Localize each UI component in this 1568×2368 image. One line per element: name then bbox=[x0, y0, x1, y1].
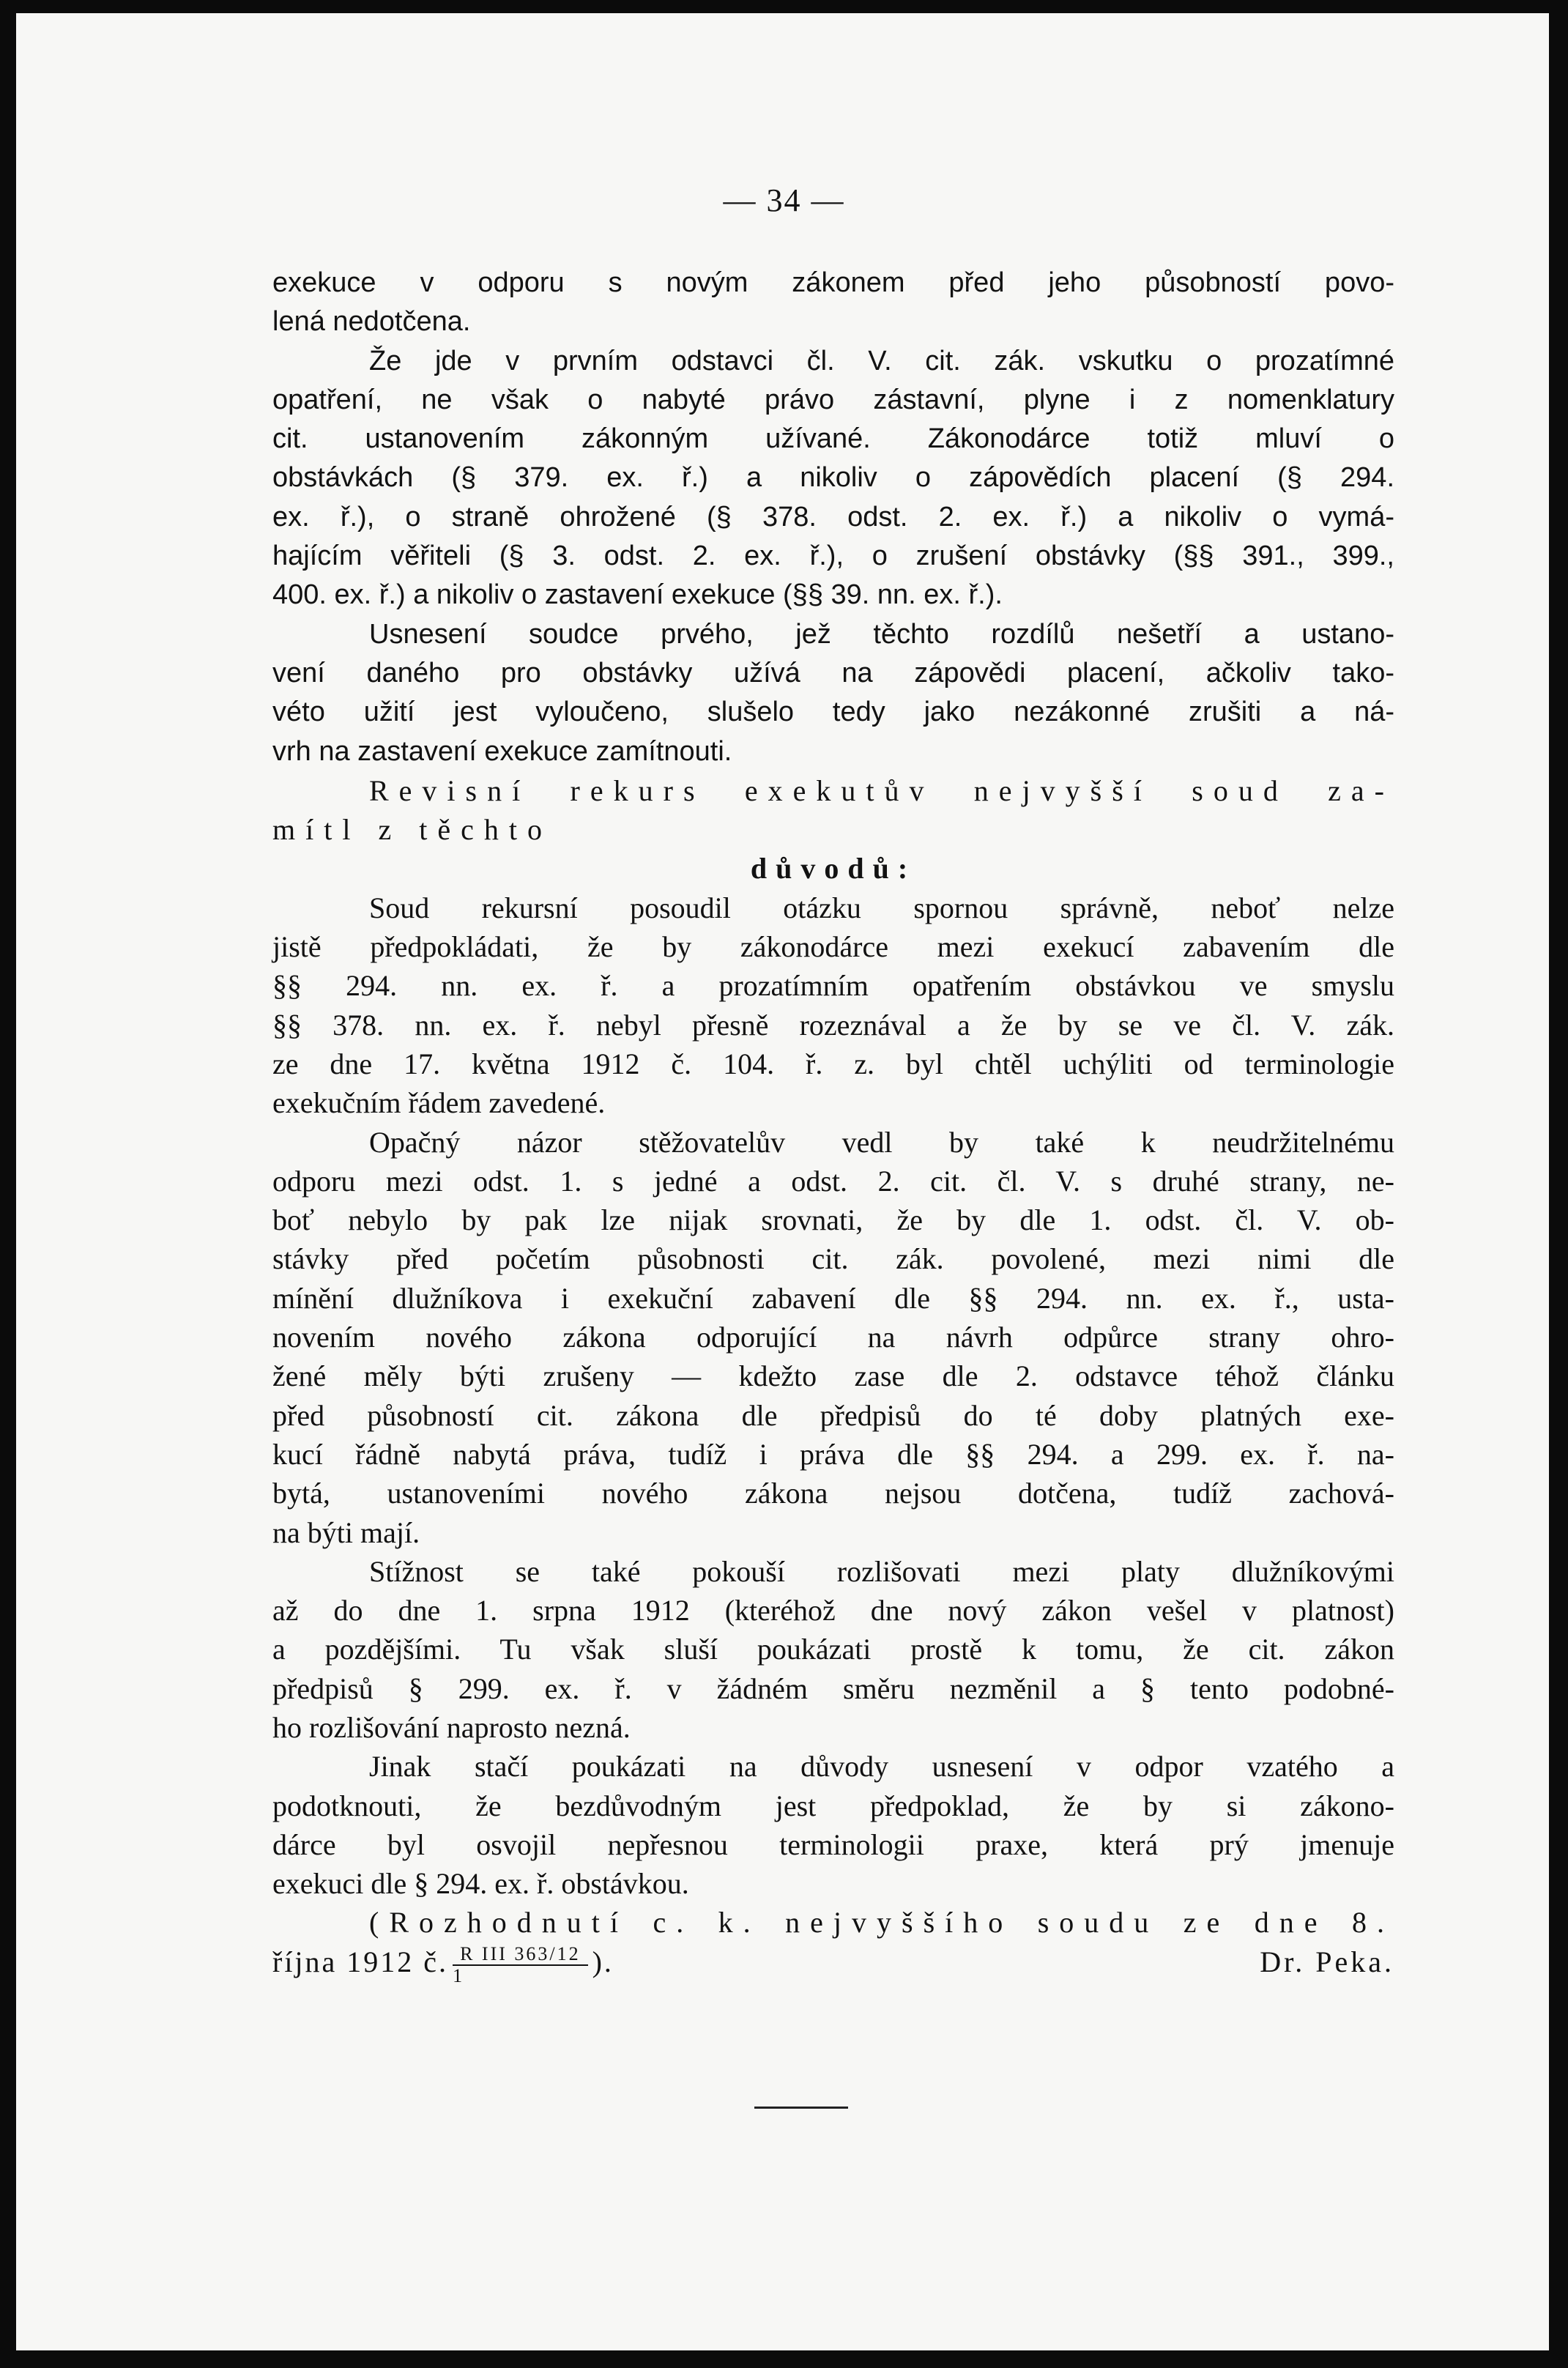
text-line: obstávkách (§ 379. ex. ř.) a nikoliv o zápovědích placení (§ 294. bbox=[272, 462, 1394, 494]
text-line: exekuci dle § 294. ex. ř. obstávkou. bbox=[272, 1867, 689, 1901]
text-line: novením nového zákona odporující na návrh odpůrce strany ohro- bbox=[272, 1321, 1394, 1354]
text-line: opatření, ne však o nabyté právo zástavní, plyne i z nomenklatury bbox=[272, 384, 1394, 415]
case-number-denominator: 1 bbox=[453, 1964, 465, 1986]
text-line: ex. ř.), o straně ohrožené (§ 378. odst. 2. ex. ř.) a nikoliv o vymá- bbox=[272, 501, 1394, 532]
text-line: kucí řádně nabytá práva, tudíž i práva dle §§ 294. a 299. ex. ř. na- bbox=[272, 1437, 1394, 1471]
text-line: dárce byl osvojil nepřesnou terminologii praxe, která prý jmenuje bbox=[272, 1827, 1394, 1861]
decision-reference-line bbox=[272, 1942, 1394, 1986]
text-line: bytá, ustanoveními nového zákona nejsou dotčena, tudíž zachová- bbox=[272, 1477, 1394, 1510]
decision-citation: (Rozhodnutí c. k. nejvyššího soudu ze dne 8. bbox=[369, 1906, 1394, 1940]
text-line: ze dne 17. května 1912 č. 104. ř. z. byl chtěl uchýliti od terminologie bbox=[272, 1047, 1394, 1080]
text-line: Jinak stačí poukázati na důvody usnesení v odpor vzatého a bbox=[369, 1750, 1394, 1784]
scan-border-top bbox=[0, 0, 1568, 13]
page-number: — 34 — bbox=[723, 182, 845, 218]
text-line: vení daného pro obstávky užívá na zápovědi placení, ačkoliv tako- bbox=[272, 657, 1394, 688]
text-line: Revisní rekurs exekutův nejvyšší soud za- bbox=[369, 773, 1394, 807]
text-line: odporu mezi odst. 1. s jedné a odst. 2. cit. čl. V. s druhé strany, ne- bbox=[272, 1164, 1394, 1198]
text-line: před působností cit. zákona dle předpisů do té doby platných exe- bbox=[272, 1398, 1394, 1432]
end-rule bbox=[754, 2107, 848, 2109]
signature: Dr. Peka. bbox=[1260, 1945, 1394, 1978]
text-line: a pozdějšími. Tu však sluší poukázati prostě k tomu, že cit. zákon bbox=[272, 1633, 1394, 1666]
text-line: žené měly býti zrušeny — kdežto zase dle 2. odstavce téhož článku bbox=[272, 1359, 1394, 1393]
scan-border-bottom bbox=[0, 2350, 1568, 2368]
text-line: Soud rekursní posoudil otázku spornou správně, neboť nelze bbox=[369, 891, 1394, 924]
text-line: §§ 294. nn. ex. ř. a prozatímním opatřením obstávkou ve smyslu bbox=[272, 969, 1394, 1003]
text-line: Stížnost se také pokouší rozlišovati mezi platy dlužníkovými bbox=[369, 1554, 1394, 1588]
case-number-numerator: R III 363/12 bbox=[453, 1944, 588, 1966]
body-text bbox=[272, 264, 1394, 1986]
scan-border-right bbox=[1549, 0, 1568, 2368]
text-line: boť nebylo by pak lze nijak srovnati, že by dle 1. odst. čl. V. ob- bbox=[272, 1203, 1394, 1237]
section-heading: důvodů: bbox=[750, 852, 917, 886]
text-line: véto užití jest vyloučeno, slušelo tedy jako nezákonné zrušiti a ná- bbox=[272, 697, 1394, 728]
scan-border-left bbox=[0, 0, 16, 2368]
text-line: podotknouti, že bezdůvodným jest předpoklad, že by si zákono- bbox=[272, 1789, 1394, 1822]
text-line: mítl z těchto bbox=[272, 813, 552, 847]
decision-date: října 1912 č. bbox=[272, 1945, 449, 1978]
text-line: cit. ustanovením zákonným užívané. Zákonodárce totiž mluví o bbox=[272, 423, 1394, 455]
case-number-fraction bbox=[453, 1944, 588, 1986]
text-line: na býti mají. bbox=[272, 1515, 420, 1549]
text-line: stávky před početím působnosti cit. zák. povolené, mezi nimi dle bbox=[272, 1242, 1394, 1276]
text-line: mínění dlužníkova i exekuční zabavení dle §§ 294. nn. ex. ř., usta- bbox=[272, 1281, 1394, 1315]
decision-close: ). bbox=[592, 1945, 614, 1978]
text-line: jistě předpokládati, že by zákonodárce mezi exekucí zabavením dle bbox=[272, 930, 1394, 964]
text-line: až do dne 1. srpna 1912 (kteréhož dne nový zákon vešel v platnost) bbox=[272, 1594, 1394, 1627]
text-line: hajícím věřiteli (§ 3. odst. 2. ex. ř.), o zrušení obstávky (§§ 391., 399., bbox=[272, 541, 1394, 572]
text-line: exekuce v odporu s novým zákonem před jeho působností povo- bbox=[272, 267, 1394, 298]
text-line: Opačný názor stěžovatelův vedl by také k neudržitelnému bbox=[369, 1125, 1394, 1159]
text-line: §§ 378. nn. ex. ř. nebyl přesně rozeznával a že by se ve čl. V. zák. bbox=[272, 1008, 1394, 1042]
text-line: Že jde v prvním odstavci čl. V. cit. zák. vskutku o prozatímné bbox=[369, 345, 1394, 376]
text-line: předpisů § 299. ex. ř. v žádném směru nezměnil a § tento podobné- bbox=[272, 1671, 1394, 1705]
text-line: Usnesení soudce prvého, jež těchto rozdílů nešetří a ustano- bbox=[369, 618, 1394, 650]
text-line: exekučním řádem zavedené. bbox=[272, 1086, 606, 1120]
text-line: lená nedotčena. bbox=[272, 306, 471, 338]
text-line: vrh na zastavení exekuce zamítnouti. bbox=[272, 735, 732, 767]
text-line: ho rozlišování naprosto nezná. bbox=[272, 1710, 631, 1744]
text-line: 400. ex. ř.) a nikoliv o zastavení exekuce (§§ 39. nn. ex. ř.). bbox=[272, 579, 1003, 611]
